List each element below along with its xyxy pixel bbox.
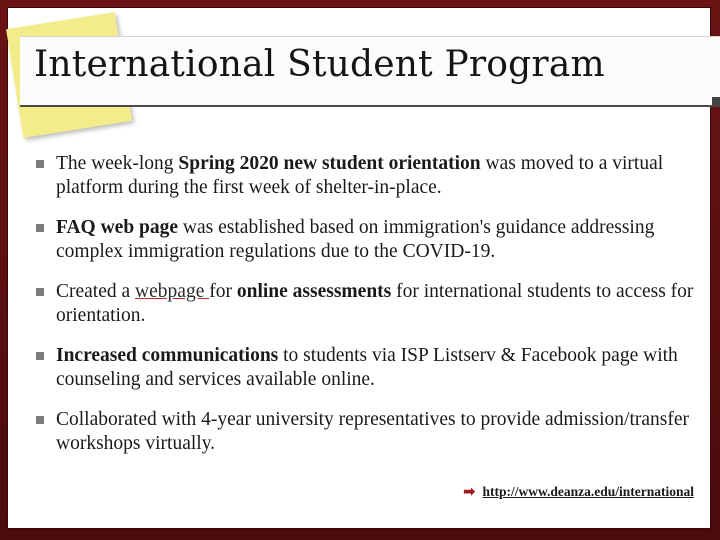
bullet-text-part: was established based on immigration's guidance addressing complex immigration regulations due to the COVID-19. [56, 217, 655, 262]
bullet-text-part: for [209, 281, 237, 302]
square-bullet-icon [36, 352, 44, 360]
footer-link-row [463, 484, 694, 501]
international-website-link[interactable]: http://www.deanza.edu/international [482, 484, 694, 499]
bullet-text [56, 345, 678, 390]
bullet-list [34, 152, 704, 472]
bullet-text [56, 153, 663, 198]
slide-title: International Student Program [34, 44, 605, 85]
bullet-text-part: Collaborated with 4-year university representatives to provide admission/transfer workshops virtually. [56, 409, 690, 454]
bullet-item [34, 408, 704, 456]
bullet-item [34, 152, 704, 200]
bullet-text-part: Created a [56, 281, 136, 302]
bullet-item [34, 216, 704, 264]
square-bullet-icon [36, 416, 44, 424]
arrow-right-icon: ➡ [463, 485, 476, 500]
bullet-text-part: to students via ISP Listserv & Facebook page with counseling and services available online. [56, 345, 678, 390]
bullet-text-part: FAQ web page [56, 217, 179, 238]
square-bullet-icon [36, 160, 44, 168]
bullet-text [56, 409, 689, 454]
bullet-text [56, 217, 654, 262]
bullet-text-part: The week-long [56, 153, 179, 174]
bullet-text [56, 281, 693, 326]
bullet-text-part: for international students to access for orientation. [56, 281, 694, 326]
bullet-text-part: was moved to a virtual platform during the first week of shelter-in-place. [56, 153, 664, 198]
square-bullet-icon [36, 288, 44, 296]
bullet-text-part: Increased communications [56, 345, 279, 366]
bullet-text-part: Spring 2020 new student orientation [178, 153, 481, 174]
bullet-item [34, 280, 704, 328]
bullet-item [34, 344, 704, 392]
square-bullet-icon [36, 224, 44, 232]
webpage-link[interactable]: webpage [135, 281, 210, 302]
bullet-text-part: online assessments [236, 281, 392, 302]
